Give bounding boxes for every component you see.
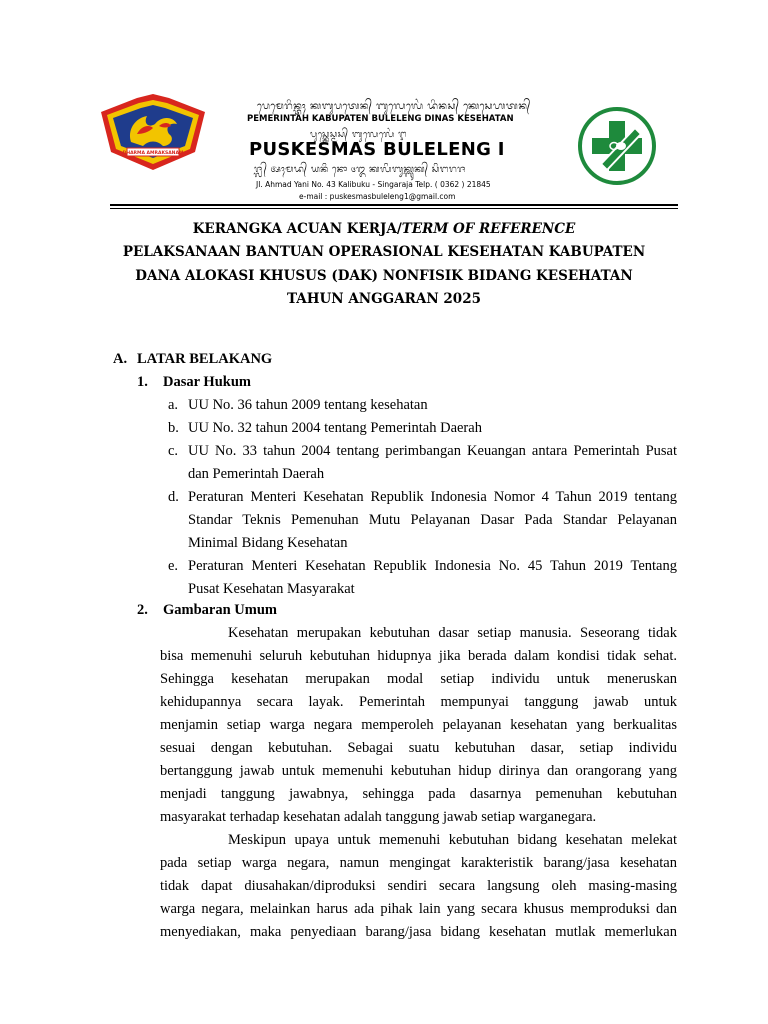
paragraph-line: bertanggung jawab untuk memenuhi kebutuhan hidup dirinya dan orangorang yang bbox=[160, 763, 677, 779]
list-item-text: Standar Teknis Pemenuhan Mutu Pelayanan Dasar Pada Standar Pelayanan bbox=[188, 512, 677, 528]
list-item-marker: e. bbox=[168, 558, 179, 574]
list-item-marker: c. bbox=[168, 443, 179, 459]
list-item-text: Pusat Kesehatan Masyarakat bbox=[188, 581, 355, 597]
list-item-marker: d. bbox=[168, 489, 179, 505]
list-item-text: UU No. 33 tahun 2004 tentang perimbangan Keuangan antara Pemerintah Pusat bbox=[188, 443, 677, 459]
list-item-marker: a. bbox=[168, 397, 179, 413]
subsection-2-heading: Gambaran Umum bbox=[163, 602, 277, 618]
title-line-3: DANA ALOKASI KHUSUS (DAK) NONFISIK BIDANG KESEHATAN bbox=[135, 268, 633, 284]
letterhead-balinese-line-3: ᬚ᭄ᬮ᭄ ᬅᬄᬫᬤ᭄ ᬬᬦᬶ ᬦᭀ ᭔᭓ ᬓᬮᬶᬩᬸᬓ᭄ᬩᬸᬓ᭄ ᬲᬶᬗᬭᬚ bbox=[254, 164, 466, 175]
letterhead-address: Jl. Ahmad Yani No. 43 Kalibuku - Singaraja Telp. ( 0362 ) 21845 bbox=[256, 180, 491, 189]
list-item-text: Minimal Bidang Kesehatan bbox=[188, 535, 348, 551]
section-a-marker: A. bbox=[113, 351, 128, 367]
paragraph-line: sesuai dengan kebutuhan. Sebagai suatu kebutuhan dasar, setiap individu bbox=[160, 740, 677, 756]
letterhead-email: e-mail : puskesmasbuleleng1@gmail.com bbox=[299, 192, 456, 201]
paragraph-line: pada setiap warga negara, namun mengingat karakteristik barang/jasa kesehatan bbox=[160, 855, 677, 871]
title-line-2: PELAKSANAAN BANTUAN OPERASIONAL KESEHATAN KABUPATEN bbox=[122, 244, 646, 260]
paragraph-line: menyediakan, maka penyediaan barang/jasa bidang kesehatan mutlak memerlukan bbox=[160, 924, 677, 940]
paragraph-line: masyarakat terhadap kesehatan adalah tanggung jawab setiap warganegara. bbox=[160, 809, 597, 825]
list-item-marker: b. bbox=[168, 420, 179, 436]
title-line-1-italic: TERM OF REFERENCE bbox=[401, 221, 576, 237]
paragraph-line: warga negara, melainkan harus ada pihak lain yang secara khusus memproduksi dan bbox=[160, 901, 677, 917]
letterhead-rule-thick bbox=[110, 204, 678, 206]
letterhead-institution-name: PUSKESMAS BULELENG I bbox=[249, 139, 505, 160]
letterhead-balinese-line-1: ᬧᬾᬫᬾᬭᬶᬦ᭄ᬢᬄ ᬓᬩᬸᬧᬢᬾᬦ᭄ ᬩᬸᬮᬾᬮᬾᬂ ᬤᬶᬦᬲ᭄ ᬓᬾᬲᬾᬳᬢᬦ᭄ bbox=[257, 101, 531, 112]
subsection-1-marker: 1. bbox=[137, 374, 148, 390]
letterhead-rule-thin bbox=[110, 208, 678, 209]
subsection-1-heading: Dasar Hukum bbox=[163, 374, 251, 390]
paragraph-line: tidak dapat diusahakan/diproduksi sendiri secara langsung oleh masing-masing bbox=[160, 878, 677, 894]
title-line-1 bbox=[100, 221, 668, 237]
letterhead-government-name: PEMERINTAH KABUPATEN BULELENG DINAS KESEHATAN bbox=[247, 114, 514, 124]
paragraph-line: Sehingga kesehatan merupakan modal setiap individu untuk meneruskan bbox=[160, 671, 677, 687]
paragraph-line: Kesehatan merupakan kebutuhan dasar setiap manusia. Seseorang tidak bbox=[228, 625, 677, 641]
title-line-1-main: KERANGKA ACUAN KERJA/ bbox=[192, 221, 402, 237]
puskesmas-logo bbox=[577, 106, 657, 186]
letterhead-balinese-line-2: ᬧᬸᬲ᭄ᬓᬾᬲ᭄ᬫᬲ᭄ ᬩᬸᬮᬾᬮᬾᬂ ᬇ bbox=[310, 130, 408, 140]
list-item-text: UU No. 32 tahun 2004 tentang Pemerintah Daerah bbox=[188, 420, 482, 436]
title-line-4: TAHUN ANGGARAN 2025 bbox=[286, 291, 481, 307]
paragraph-line: menjadi tanggung jawabnya, sehingga pada dasarnya pemenuhan kebutuhan bbox=[160, 786, 677, 802]
subsection-2-marker: 2. bbox=[137, 602, 148, 618]
paragraph-line: Meskipun upaya untuk memenuhi kebutuhan bidang kesehatan melekat bbox=[228, 832, 677, 848]
paragraph-line: kehidupannya secara layak. Pemerintah mempunyai tanggung jawab untuk bbox=[160, 694, 677, 710]
crest-banner-text: DHARMA AMRAKSANAM bbox=[122, 151, 184, 156]
buleleng-crest-logo bbox=[97, 94, 209, 170]
list-item-text: dan Pemerintah Daerah bbox=[188, 466, 325, 482]
paragraph-line: menjamin setiap warga negara memperoleh pelayanan kesehatan yang berkualitas bbox=[160, 717, 677, 733]
list-item-text: UU No. 36 tahun 2009 tentang kesehatan bbox=[188, 397, 428, 413]
list-item-text: Peraturan Menteri Kesehatan Republik Indonesia No. 45 Tahun 2019 Tentang bbox=[188, 558, 677, 574]
paragraph-line: bisa memenuhi seluruh kebutuhan hidupnya jika berada dalam kondisi tidak sehat. bbox=[160, 648, 677, 664]
section-a-heading: LATAR BELAKANG bbox=[137, 351, 273, 367]
list-item-text: Peraturan Menteri Kesehatan Republik Indonesia Nomor 4 Tahun 2019 tentang bbox=[188, 489, 677, 505]
